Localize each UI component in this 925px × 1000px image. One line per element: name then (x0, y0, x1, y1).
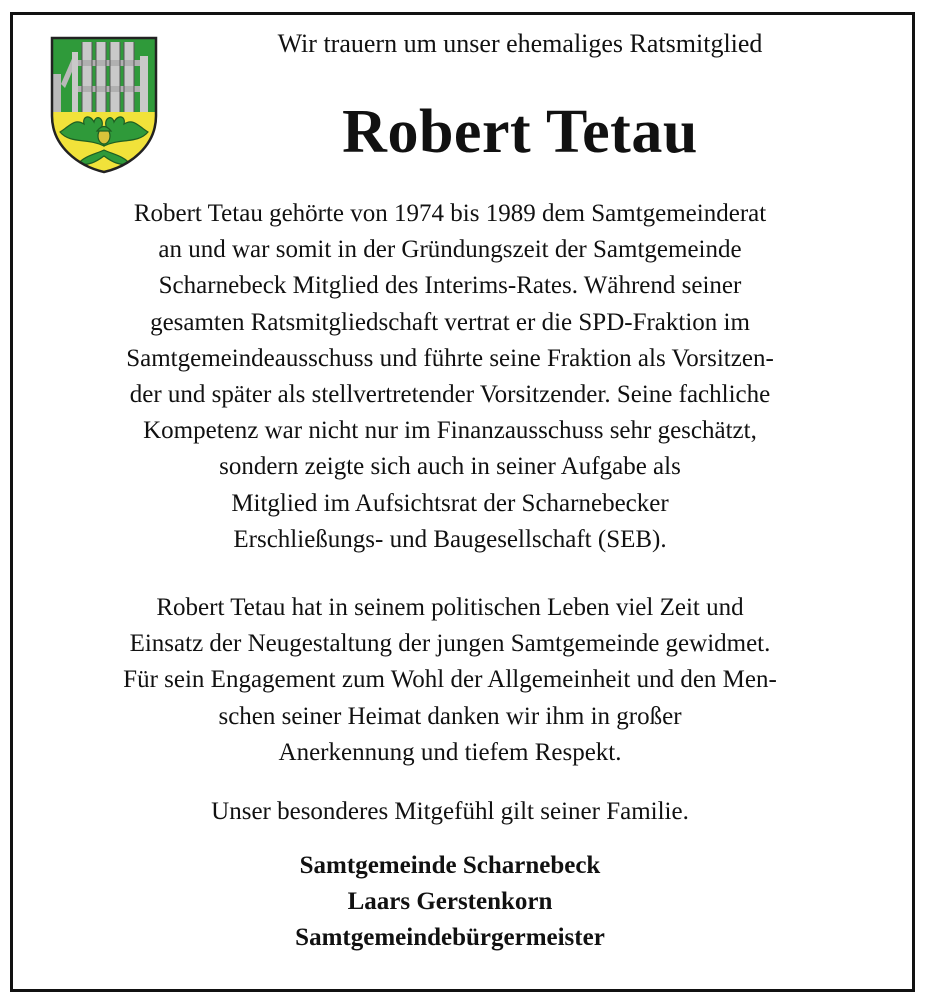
intro-line: Wir trauern um unser ehemaliges Ratsmitglied (277, 29, 763, 58)
text-line: an und war somit in der Gründungszeit der Samtgemeinde (158, 236, 742, 264)
signature-person: Laars Gerstenkorn (347, 888, 553, 915)
coat-of-arms-icon (48, 34, 160, 176)
text-line: schen seiner Heimat danken wir ihm in großer (218, 702, 682, 730)
text-line: Robert Tetau hat in seinem politischen Leben viel Zeit und (156, 594, 744, 621)
text-line: Anerkennung und tiefem Respekt. (278, 738, 622, 766)
text-line: gesamten Ratsmitgliedschaft vertrat er die SPD-Fraktion im (150, 308, 750, 336)
paragraph-condolence (30, 794, 870, 830)
text-line: der und später als stellvertretender Vorsitzender. Seine fachliche (129, 381, 771, 409)
text-line: Für sein Engagement zum Wohl der Allgemeinheit und den Men- (123, 666, 777, 694)
text-line: Kompetenz war nicht nur im Finanzausschuss sehr geschätzt, (143, 417, 757, 445)
paragraph-tribute (30, 590, 870, 771)
signature-block (30, 848, 870, 956)
text-line: Scharnebeck Mitglied des Interims-Rates. Während seiner (158, 272, 742, 300)
text-line: Erschließungs- und Baugesellschaft (SEB). (233, 525, 667, 553)
text-line: Mitglied im Aufsichtsrat der Scharnebecker (231, 489, 669, 517)
signature-role: Samtgemeindebürgermeister (295, 924, 605, 951)
deceased-name: Robert Tetau (342, 98, 698, 166)
text-line: sondern zeigte sich auch in seiner Aufgabe als (219, 453, 681, 481)
signature-organization: Samtgemeinde Scharnebeck (299, 852, 601, 879)
text-line: Einsatz der Neugestaltung der jungen Samtgemeinde gewidmet. (129, 630, 771, 658)
text-line: Robert Tetau gehörte von 1974 bis 1989 dem Samtgemeinderat (133, 200, 767, 227)
text-line: Unser besonderes Mitgefühl gilt seiner Familie. (211, 798, 689, 825)
text-line: Samtgemeindeausschuss und führte seine Fraktion als Vorsitzen- (126, 344, 774, 372)
paragraph-biography (30, 196, 870, 558)
